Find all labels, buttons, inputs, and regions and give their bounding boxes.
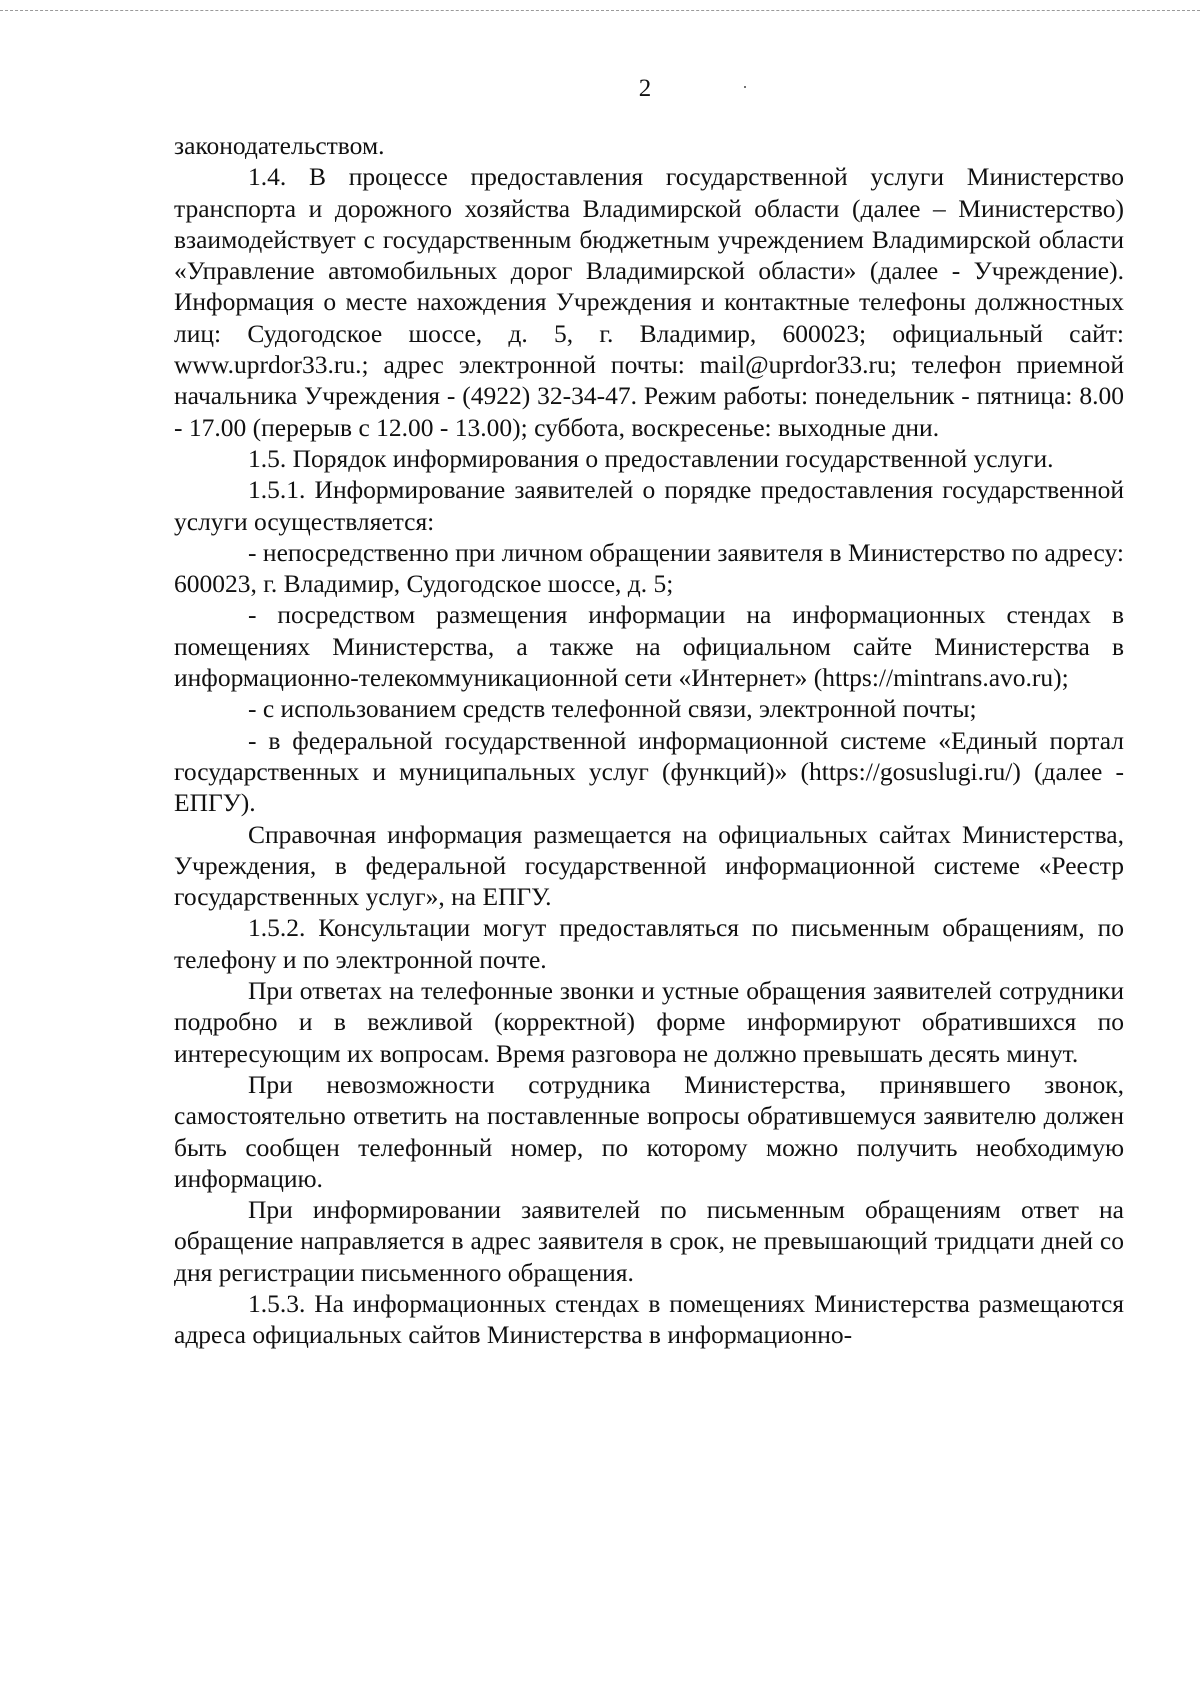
list-item-info-stands: - посредством размещения информации на информационных стендах в помещениях Министерства, а также на официальном сайте Министерства в информационно-телекоммуникационной сети «Интернет» (https://mintrans.avo.ru); <box>174 600 1124 693</box>
paragraph-1-4: 1.4. В процессе предоставления государственной услуги Министерство транспорта и дорожного хозяйства Владимирской области (далее – Министерство) взаимодействует с государственным бюджетным учреждением Владимирской области «Управление автомобильных дорог Владимирской области» (далее - Учреждение). Информация о месте нахождения Учреждения и контактные телефоны должностных лиц: Судогодское шоссе, д. 5, г. Владимир, 600023; официальный сайт: www.uprdor33.ru.; адрес электронной почты: mail@uprdor33.ru; телефон приемной начальника Учреждения - (4922) 32-34-47. Режим работы: понедельник - пятница: 8.00 - 17.00 (перерыв с 12.00 - 13.00); суббота, воскресенье: выходные дни. <box>174 162 1124 442</box>
paragraph-continuation: законодательством. <box>174 131 385 160</box>
paragraph-written-requests: При информировании заявителей по письменным обращениям ответ на обращение направляется в адрес заявителя в срок, не превышающий тридцати дней со дня регистрации письменного обращения. <box>174 1195 1124 1287</box>
scan-speck <box>744 86 746 88</box>
paragraph-1-5-2: 1.5.2. Консультации могут предоставляться по письменным обращениям, по телефону и по электронной почте. <box>174 913 1124 974</box>
paragraph-1-5-1: 1.5.1. Информирование заявителей о порядке предоставления государственной услуги осуществляется: <box>174 475 1124 536</box>
paragraph-unable-to-answer: При невозможности сотрудника Министерства, принявшего звонок, самостоятельно ответить на поставленные вопросы обратившемуся заявителю должен быть сообщен телефонный номер, по которому можно получить необходимую информацию. <box>174 1069 1124 1193</box>
paragraph-1-5: 1.5. Порядок информирования о предоставлении государственной услуги. <box>248 443 1054 473</box>
scan-edge-line <box>0 10 1200 11</box>
paragraph-1-5-3: 1.5.3. На информационных стендах в помещениях Министерства размещаются адреса официальных сайтов Министерства в информационно- <box>174 1288 1124 1350</box>
paragraph-phone-answers: При ответах на телефонные звонки и устные обращения заявителей сотрудники подробно и в вежливой (корректной) форме информируют обратившихся по интересующим их вопросам. Время разговора не должно превышать десять минут. <box>174 976 1124 1068</box>
page-number: 2 <box>638 75 652 102</box>
document-body <box>174 130 1124 1351</box>
paragraph-reference-info: Справочная информация размещается на официальных сайтах Министерства, Учреждения, в федеральной государственной информационной системе «Реестр государственных услуг», на ЕПГУ. <box>174 819 1124 912</box>
list-item-phone-email: - с использованием средств телефонной связи, электронной почты; <box>248 694 977 724</box>
list-item-epgu: - в федеральной государственной информационной системе «Единый портал государственных и муниципальных услуг (функций)» (https://gosuslugi.ru/) (далее - ЕПГУ). <box>174 725 1124 818</box>
list-item-personal-visit: - непосредственно при личном обращении заявителя в Министерство по адресу: 600023, г. Владимир, Судогодское шоссе, д. 5; <box>174 537 1124 599</box>
